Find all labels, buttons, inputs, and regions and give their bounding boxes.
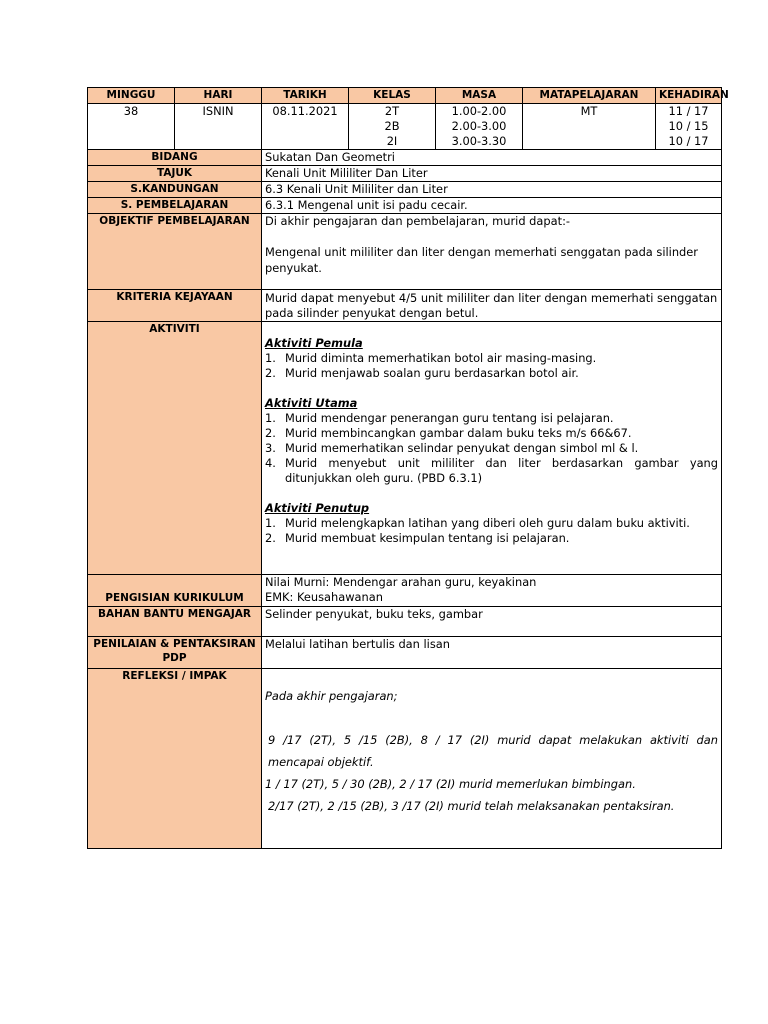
masa-item: 1.00-2.00 bbox=[451, 104, 507, 118]
kriteria-label: KRITERIA KEJAYAAN bbox=[88, 290, 262, 322]
kelas-item: 2T bbox=[384, 104, 400, 118]
kehadiran-value bbox=[656, 104, 722, 150]
aktiviti-pemula-list bbox=[265, 351, 718, 381]
aktiviti-row bbox=[88, 322, 722, 575]
masa-value bbox=[436, 104, 523, 150]
refleksi-line: 2/17 (2T), 2 /15 (2B), 3 /17 (2I) murid telah melaksanakan pentaksiran. bbox=[268, 799, 675, 813]
col-header-minggu: MINGGU bbox=[88, 88, 175, 104]
bidang-row bbox=[88, 150, 722, 166]
masa-item: 3.00-3.30 bbox=[451, 134, 507, 148]
penilaian-label: PENILAIAN & PENTAKSIRAN PDP bbox=[88, 637, 262, 669]
kelas-value bbox=[349, 104, 436, 150]
list-item: 4. Murid menyebut unit mililiter dan liter berdasarkan gambar yang ditunjukkan oleh guru. (PBD 6.3.1) bbox=[265, 456, 718, 485]
col-header-hari: HARI bbox=[175, 88, 262, 104]
pembelajaran-value: 6.3.1 Mengenal unit isi padu cecair. bbox=[262, 198, 722, 214]
bahan-label: BAHAN BANTU MENGAJAR bbox=[88, 607, 262, 637]
tajuk-row bbox=[88, 166, 722, 182]
list-item: 2. Murid membuat kesimpulan tentang isi pelajaran. bbox=[265, 531, 570, 545]
pembelajaran-row bbox=[88, 198, 722, 214]
masa-item: 2.00-3.00 bbox=[451, 119, 507, 133]
kelas-item: 2I bbox=[386, 134, 398, 148]
minggu-value: 38 bbox=[88, 104, 175, 150]
list-item: 2. Murid menjawab soalan guru berdasarkan botol air. bbox=[265, 366, 579, 380]
tajuk-value: Kenali Unit Mililiter Dan Liter bbox=[262, 166, 722, 182]
tajuk-label: TAJUK bbox=[88, 166, 262, 182]
hari-value: ISNIN bbox=[175, 104, 262, 150]
kriteria-row bbox=[88, 290, 722, 322]
aktiviti-value bbox=[262, 322, 722, 575]
aktiviti-pemula-title: Aktiviti Pemula bbox=[265, 336, 363, 350]
list-item: 3. Murid memerhatikan selindar penyukat dengan simbol ml & l. bbox=[265, 441, 639, 455]
col-header-masa: MASA bbox=[436, 88, 523, 104]
refleksi-value bbox=[262, 669, 722, 849]
aktiviti-utama-title: Aktiviti Utama bbox=[265, 396, 358, 410]
kehadiran-item: 10 / 17 bbox=[668, 134, 709, 148]
objektif-intro: Di akhir pengajaran dan pembelajaran, murid dapat:- bbox=[265, 214, 571, 228]
col-header-matapelajaran: MATAPELAJARAN bbox=[523, 88, 656, 104]
refleksi-line: 1 / 17 (2T), 5 / 30 (2B), 2 / 17 (2I) murid memerlukan bimbingan. bbox=[265, 777, 636, 791]
tarikh-value: 08.11.2021 bbox=[262, 104, 349, 150]
refleksi-line: 9 /17 (2T), 5 /15 (2B), 8 / 17 (2I) murid dapat melakukan aktiviti dan mencapai objektif. bbox=[268, 733, 718, 769]
penilaian-row bbox=[88, 637, 722, 669]
penilaian-value: Melalui latihan bertulis dan lisan bbox=[262, 637, 722, 669]
list-item: 2. Murid membincangkan gambar dalam buku teks m/s 66&67. bbox=[265, 426, 632, 440]
pengisian-line: Nilai Murni: Mendengar arahan guru, keyakinan bbox=[265, 575, 537, 589]
objektif-text: Mengenal unit mililiter dan liter dengan memerhati senggatan pada silinder penyukat. bbox=[265, 245, 698, 275]
list-item: 1. Murid melengkapkan latihan yang diberi oleh guru dalam buku aktiviti. bbox=[265, 516, 690, 530]
bidang-value: Sukatan Dan Geometri bbox=[262, 150, 722, 166]
list-item: 1. Murid mendengar penerangan guru tentang isi pelajaran. bbox=[265, 411, 614, 425]
lesson-plan-table bbox=[87, 87, 729, 849]
aktiviti-utama-list bbox=[265, 411, 718, 486]
kandungan-value: 6.3 Kenali Unit Mililiter dan Liter bbox=[262, 182, 722, 198]
col-header-kehadiran: KEHADIRAN bbox=[656, 88, 722, 104]
col-header-kelas: KELAS bbox=[349, 88, 436, 104]
kelas-item: 2B bbox=[384, 119, 400, 133]
pembelajaran-label: S. PEMBELAJARAN bbox=[88, 198, 262, 214]
refleksi-intro: Pada akhir pengajaran; bbox=[265, 689, 398, 703]
bidang-label: BIDANG bbox=[88, 150, 262, 166]
objektif-value bbox=[262, 214, 722, 290]
pengisian-line: EMK: Keusahawanan bbox=[265, 590, 383, 604]
list-item: 1. Murid diminta memerhatikan botol air masing-masing. bbox=[265, 351, 597, 365]
bahan-row bbox=[88, 607, 722, 637]
objektif-label: OBJEKTIF PEMBELAJARAN bbox=[88, 214, 262, 290]
pengisian-value bbox=[262, 575, 722, 607]
kehadiran-item: 10 / 15 bbox=[668, 119, 709, 133]
pengisian-label: PENGISIAN KURIKULUM bbox=[88, 575, 262, 607]
kriteria-value: Murid dapat menyebut 4/5 unit mililiter dan liter dengan memerhati senggatan pada silinder penyukat dengan betul. bbox=[262, 290, 722, 322]
aktiviti-penutup-title: Aktiviti Penutup bbox=[265, 501, 370, 515]
bahan-value: Selinder penyukat, buku teks, gambar bbox=[262, 607, 722, 637]
kandungan-label: S.KANDUNGAN bbox=[88, 182, 262, 198]
refleksi-row bbox=[88, 669, 722, 849]
matapelajaran-value: MT bbox=[523, 104, 656, 150]
kandungan-row bbox=[88, 182, 722, 198]
header-row bbox=[88, 88, 722, 104]
refleksi-label: REFLEKSI / IMPAK bbox=[88, 669, 262, 849]
col-header-tarikh: TARIKH bbox=[262, 88, 349, 104]
aktiviti-label: AKTIVITI bbox=[88, 322, 262, 575]
header-values-row bbox=[88, 104, 722, 150]
objektif-row bbox=[88, 214, 722, 290]
kehadiran-item: 11 / 17 bbox=[668, 104, 709, 118]
pengisian-row bbox=[88, 575, 722, 607]
aktiviti-penutup-list bbox=[265, 516, 718, 546]
